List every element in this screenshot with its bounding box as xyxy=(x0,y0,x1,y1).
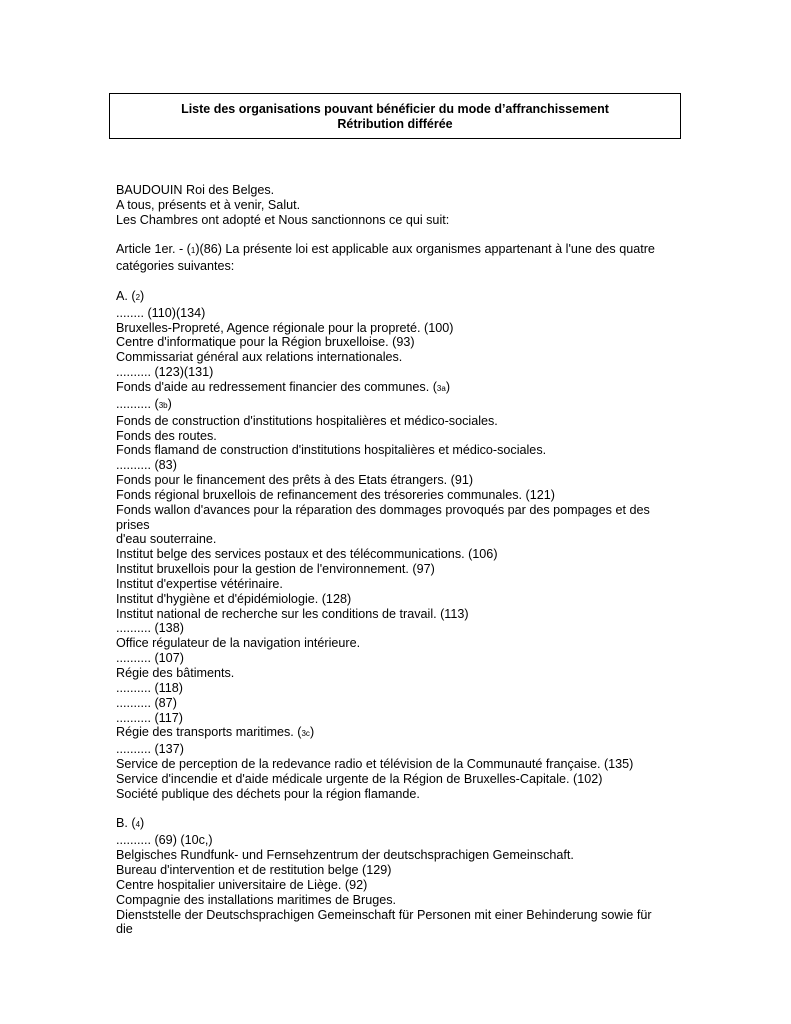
list-item: Compagnie des installations maritimes de Bruges. xyxy=(116,892,396,907)
list-item: Service de perception de la redevance radio et télévision de la Communauté française. (135) xyxy=(116,757,634,772)
list-item: .......... (137) xyxy=(116,742,184,757)
list-item: .......... (118) xyxy=(116,680,183,695)
list-item: .......... (69) (10c,) xyxy=(116,833,213,848)
list-item: Office régulateur de la navigation intérieure. xyxy=(116,636,361,651)
list-item: Bureau d'intervention et de restitution belge (129) xyxy=(116,862,392,877)
list-item: Régie des bâtiments. xyxy=(116,666,235,680)
section-a-list xyxy=(116,306,676,380)
preamble-line: Les Chambres ont adopté et Nous sanctionnons ce qui suit: xyxy=(116,212,450,227)
list-item: Fonds de construction d'institutions hospitalières et médico-sociales. xyxy=(116,413,498,428)
section-a-list xyxy=(116,414,676,726)
title-line-2: Rétribution différée xyxy=(337,117,453,131)
footnote-ref[interactable]: 4 xyxy=(135,820,141,830)
list-item: Service d'incendie et d'aide médicale urgente de la Région de Bruxelles-Capitale. (102) xyxy=(116,771,603,786)
section-b-heading: B. (4) xyxy=(116,816,145,831)
footnote-ref[interactable]: 2 xyxy=(135,292,141,302)
document-body xyxy=(116,183,676,937)
spacer xyxy=(116,228,676,243)
list-item: prises xyxy=(116,517,150,532)
document-title-box xyxy=(109,93,681,139)
list-item: .......... (138) xyxy=(116,621,184,636)
list-item: Bruxelles-Propreté, Agence régionale pour la propreté. (100) xyxy=(116,320,454,335)
article-line: catégories suivantes: xyxy=(116,259,235,274)
preamble-line: BAUDOUIN Roi des Belges. xyxy=(116,183,275,197)
list-item: Institut national de recherche sur les conditions de travail. (113) xyxy=(116,606,469,621)
list-item: Institut d'expertise vétérinaire. xyxy=(116,576,283,591)
list-item: die xyxy=(116,922,133,937)
article-line: Article 1er. - (1)(86) La présente loi est applicable aux organismes appartenant à l'une des quatre xyxy=(116,242,655,257)
footnote-ref[interactable]: 1 xyxy=(190,246,196,256)
list-item: ........ (110)(134) xyxy=(116,305,206,320)
footnote-ref[interactable]: 3a xyxy=(436,383,446,393)
spacer xyxy=(116,802,676,817)
preamble-line: A tous, présents et à venir, Salut. xyxy=(116,197,301,212)
list-item: Fonds des routes. xyxy=(116,428,217,443)
list-item: .......... (107) xyxy=(116,651,184,666)
list-item: Institut d'hygiène et d'épidémiologie. (128) xyxy=(116,591,352,606)
list-item: .......... (117) xyxy=(116,710,183,725)
list-item: Dienststelle der Deutschsprachigen Gemeinschaft für Personen mit einer Behinderung sowie für xyxy=(116,907,652,922)
list-item: Fonds pour le financement des prêts à des Etats étrangers. (91) xyxy=(116,473,474,488)
list-item: Institut belge des services postaux et des télécommunications. (106) xyxy=(116,547,498,562)
list-item: Institut bruxellois pour la gestion de l'environnement. (97) xyxy=(116,562,435,577)
title-line-1: Liste des organisations pouvant bénéficier du mode d’affranchissement xyxy=(181,102,609,116)
list-item: .......... (87) xyxy=(116,695,177,710)
list-item: Fonds flamand de construction d'institutions hospitalières et médico-sociales. xyxy=(116,443,547,458)
list-item: d'eau souterraine. xyxy=(116,532,217,547)
section-b-list xyxy=(116,833,676,937)
footnote-ref[interactable]: 3b xyxy=(158,400,168,410)
list-item: .......... (3b) xyxy=(116,396,172,411)
spacer xyxy=(116,274,676,289)
section-a-list xyxy=(116,742,676,801)
list-item: Centre hospitalier universitaire de Liège. (92) xyxy=(116,877,368,892)
list-item: Fonds wallon d'avances pour la réparation des dommages provoqués par des pompages et des xyxy=(116,502,650,517)
list-item: Société publique des déchets pour la région flamande. xyxy=(116,786,420,801)
list-item: Belgisches Rundfunk- und Fernsehzentrum der deutschsprachigen Gemeinschaft. xyxy=(116,848,574,863)
list-item: Centre d'informatique pour la Région bruxelloise. (93) xyxy=(116,335,415,350)
section-a-heading: A. (2) xyxy=(116,288,145,303)
list-item: Fonds régional bruxellois de refinancement des trésoreries communales. (121) xyxy=(116,487,555,502)
list-item: Régie des transports maritimes. (3c) xyxy=(116,725,315,740)
list-item: Commissariat général aux relations internationales. xyxy=(116,350,403,365)
list-item: Fonds d'aide au redressement financier des communes. (3a) xyxy=(116,379,451,394)
list-item: .......... (83) xyxy=(116,458,177,473)
list-item: .......... (123)(131) xyxy=(116,365,214,380)
footnote-ref[interactable]: 3c xyxy=(301,729,310,739)
